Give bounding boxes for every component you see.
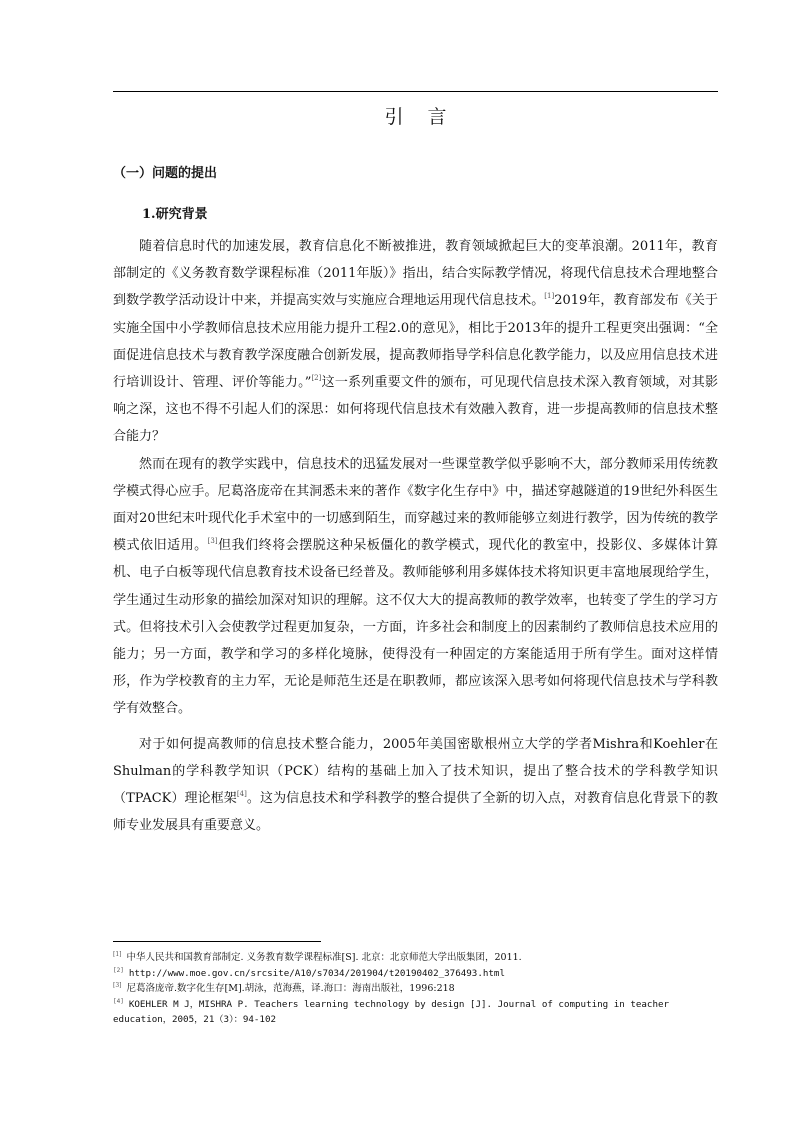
paragraph-1-part-c: 这一系列重要文件的颁布，可见现代信息技术深入教育领域，对其影响之深，这也不得不引起人们的深思：如何将现代信息技术有效融入教育，进一步提高教师的信息技术整合能力？	[113, 375, 718, 445]
body-text	[113, 233, 718, 839]
page-title: 引言	[384, 106, 471, 128]
footnote-1	[113, 950, 718, 966]
paragraph-1-part-a: 随着信息时代的加速发展，教育信息化不断被推进，教育领域掀起巨大的变革浪潮。2011年，教育部制定的《义务教育数学课程标准（2011年版）》指出，结合实际教学情况，将现代信息技术合理地整合到数学教学活动设计中来，并提高实效与实施应合理地运用现代信息技术。	[113, 239, 718, 309]
footnote-mark: [2]	[113, 966, 124, 974]
citation-3[interactable]: [3]	[207, 537, 218, 546]
footnote-mark: [1]	[113, 951, 122, 958]
paragraph-2	[113, 451, 718, 723]
paragraph-2-part-b: 但我们终将会摆脱这种呆板僵化的教学模式，现代化的教室中，投影仪、多媒体计算机、电子白板等现代信息教育技术设备已经普及。教师能够利用多媒体技术将知识更丰富地展现给学生，学生通过生动形象的描绘加深对知识的理解。这不仅大大的提高教师的教学效率，也转变了学生的学习方式。但将技术引入会使教学过程更加复杂，一方面，许多社会和制度上的因素制约了教师信息技术应用的能力；另一方面，教学和学习的多样化境脉，使得没有一种固定的方案能适用于所有学生。面对这样情形，作为学校教育的主力军，无论是师范生还是在职教师，都应该深入思考如何将现代信息技术与学科教学有效整合。	[113, 538, 718, 717]
footnote-2	[113, 966, 718, 982]
footnote-link[interactable]: http://www.moe.gov.cn/srcsite/A10/s7034/201904/t20190402_376493.html	[128, 967, 505, 979]
footnotes	[113, 950, 718, 1028]
citation-2[interactable]: [2]	[311, 374, 322, 383]
footnote-mark: [4]	[113, 997, 124, 1005]
paragraph-3	[113, 731, 718, 840]
subsection-heading: 1.研究背景	[142, 207, 208, 222]
paragraph-3-part-a: 对于如何提高教师的信息技术整合能力，2005年美国密歇根州立大学的学者Mishra和Koehler在Shulman的学科教学知识（PCK）结构的基础上加入了技术知识，提出了整合技术的学科教学知识（TPACK）理论框架	[113, 736, 718, 807]
footnote-mark: [3]	[113, 982, 122, 990]
paragraph-1-part-b: 2019年，教育部发布《关于实施全国中小学教师信息技术应用能力提升工程2.0的意见》，相比于2013年的提升工程更突出强调：“全面促进信息技术与教育教学深度融合创新发展，提高教师指导学科信息化教学能力，以及应用信息技术进行培训设计、管理、评价等能力。”	[113, 293, 718, 391]
citation-1[interactable]: [1]	[544, 292, 555, 301]
paragraph-3-part-b: 。这为信息技术和学科教学的整合提供了全新的切入点，对教育信息化背景下的教师专业发展具有重要意义。	[113, 791, 718, 834]
header-rule	[113, 91, 718, 92]
footnote-4	[113, 997, 718, 1028]
paragraph-1	[113, 233, 718, 451]
section-heading: （一）问题的提出	[113, 166, 218, 181]
footnote-text: 中华人民共和国教育部制定. 义务教育数学课程标准[S]. 北京：北京师范大学出版集团，2011.	[126, 952, 522, 963]
citation-4[interactable]: [4]	[236, 790, 247, 799]
paragraph-2-part-a: 然而在现有的教学实践中，信息技术的迅猛发展对一些课堂教学似乎影响不大，部分教师采用传统教学模式得心应手。尼葛洛庞帝在其洞悉未来的著作《数字化生存中》中，描述穿越隧道的19世纪外科医生面对20世纪末叶现代化手术室中的一切感到陌生，而穿越过来的教师能够立刻进行教学，因为传统的教学模式依旧适用。	[113, 456, 718, 554]
footnote-separator	[113, 941, 321, 942]
footnote-text: KOEHLER M J，MISHRA P. Teachers learning technology by design [J]. Journal of computing in teacher education，2005，21（3）：94-102	[113, 998, 670, 1026]
footnote-text: 尼葛洛庞帝.数字化生存[M].胡泳，范海燕，译.海口：海南出版社，1996:218	[126, 983, 455, 995]
footnote-3	[113, 981, 718, 997]
